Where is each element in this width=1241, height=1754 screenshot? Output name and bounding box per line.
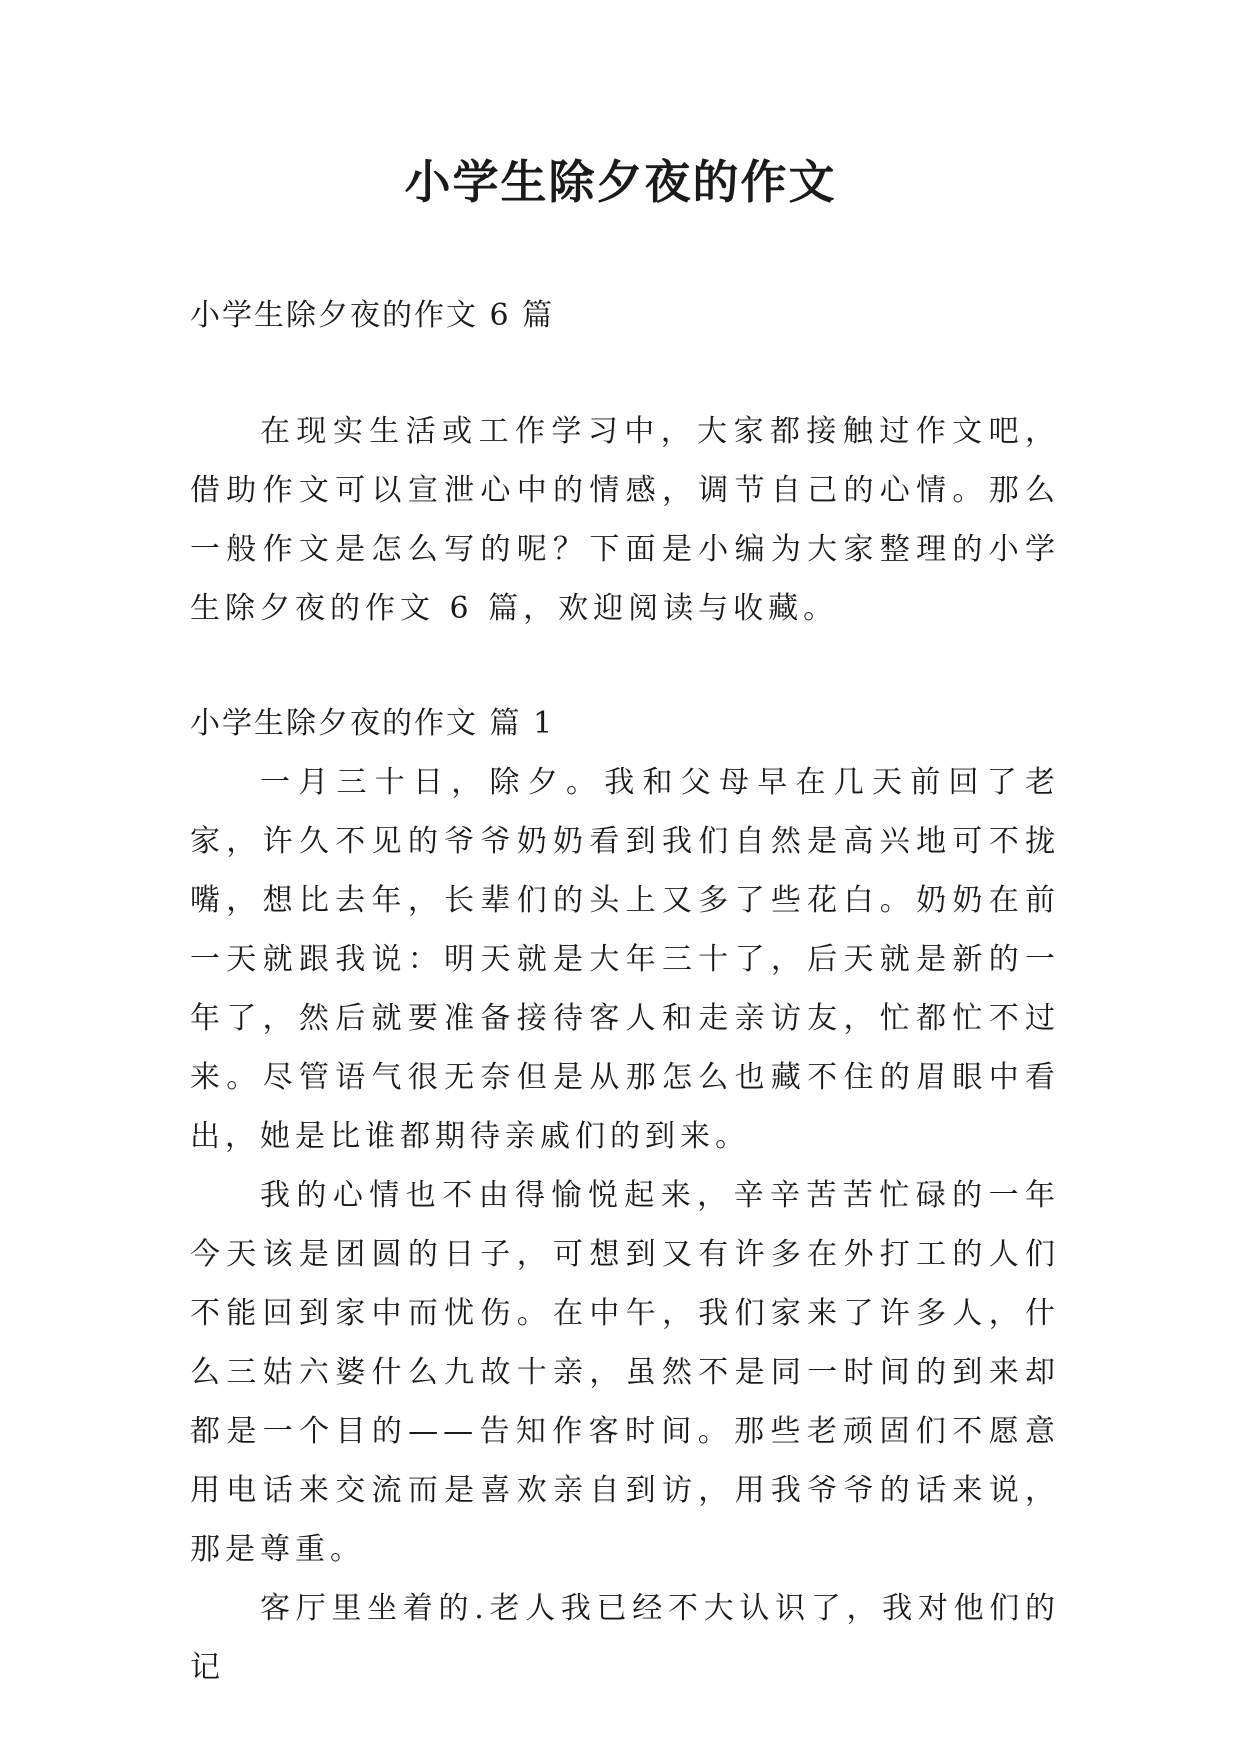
section-1: [190, 694, 1060, 1697]
intro-block: [190, 402, 1060, 638]
document-subtitle: 小学生除夕夜的作文 6 篇: [190, 298, 555, 333]
body-paragraph: 一月三十日，除夕。我和父母早在几天前回了老家，许久不见的爷爷奶奶看到我们自然是高兴地可不拢嘴，想比去年，长辈们的头上又多了些花白。奶奶在前一天就跟我说：明天就是大年三十了，后天就是新的一年了，然后就要准备接待客人和走亲访友，忙都忙不过来。尽管语气很无奈但是从那怎么也藏不住的眉眼中看出，她是比谁都期待亲戚们的到来。: [190, 765, 1060, 1154]
document-title: 小学生除夕夜的作文: [404, 155, 837, 209]
body-paragraph: 客厅里坐着的.老人我已经不大认识了，我对他们的记: [190, 1591, 1060, 1685]
body-paragraph: 我的心情也不由得愉悦起来，辛辛苦苦忙碌的一年今天该是团圆的日子，可想到又有许多在外打工的人们不能回到家中而忧伤。在中午，我们家来了许多人，什么三姑六婆什么九故十亲，虽然不是同一时间的到来却都是一个目的——告知作客时间。那些老顽固们不愿意用电话来交流而是喜欢亲自到访，用我爷爷的话来说，那是尊重。: [190, 1178, 1060, 1567]
section-heading: 小学生除夕夜的作文 篇 1: [190, 706, 555, 741]
intro-paragraph: 在现实生活或工作学习中，大家都接触过作文吧，借助作文可以宣泄心中的情感，调节自己的心情。那么一般作文是怎么写的呢？下面是小编为大家整理的小学生除夕夜的作文 6 篇，欢迎阅读与收藏。: [190, 414, 1060, 626]
